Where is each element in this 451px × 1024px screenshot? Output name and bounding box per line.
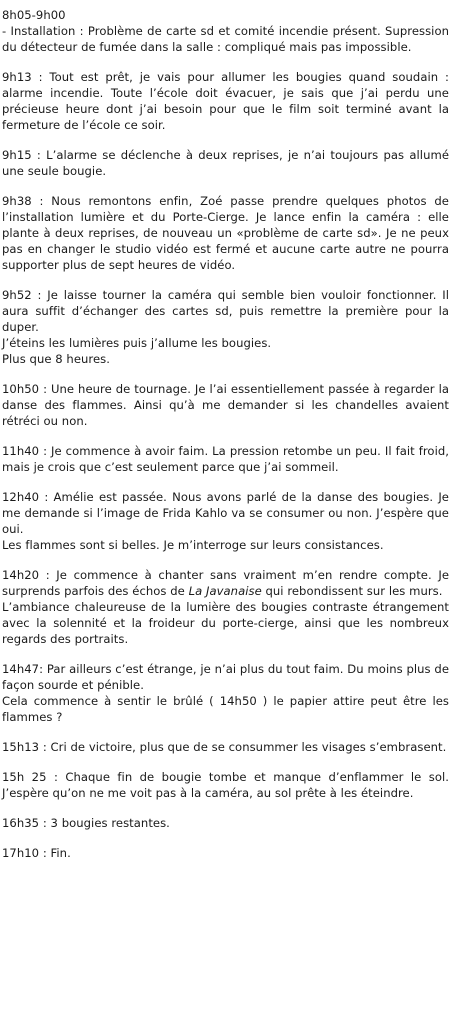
entry-text (2, 567, 449, 599)
entry-time-range: 8h05-9h00 (2, 8, 66, 22)
entry-text: - Installation : Problème de carte sd et comité incendie présent. Supression du détecteur de fumée dans la salle : compliqué mais pas impossible. (2, 24, 449, 54)
entry-0915 (2, 147, 449, 179)
entry-text-part: qui rebondissent sur les murs. (261, 584, 443, 598)
entry-text: 17h10 : Fin. (2, 846, 71, 860)
entry-1525 (2, 769, 449, 801)
entry-text: J’éteins les lumières puis j’allume les bougies. (2, 336, 272, 350)
entry-text: Les flammes sont si belles. Je m’interroge sur leurs consistances. (2, 538, 384, 552)
entry-1447 (2, 661, 449, 725)
entry-0938 (2, 193, 449, 273)
entry-text: L’ambiance chaleureuse de la lumière des bougies contraste étrangement avec la solennité et la froideur du porte-cierge, ainsi que les nombreux regards des portraits. (2, 600, 449, 646)
entry-1513 (2, 739, 449, 755)
entry-1050 (2, 381, 449, 429)
song-title: La Javanaise (188, 584, 262, 598)
entry-1140 (2, 443, 449, 475)
entry-text: Cela commence à sentir le brûlé ( 14h50 ) le papier attire peut être les flammes ? (2, 694, 449, 724)
entry-text: 14h47: Par ailleurs c’est étrange, je n’ai plus du tout faim. Du moins plus de façon sourde et pénible. (2, 662, 449, 692)
entry-1710 (2, 845, 449, 861)
entry-0952 (2, 287, 449, 367)
entry-text: 10h50 : Une heure de tournage. Je l’ai essentiellement passée à regarder la danse des flammes. Ainsi qu’à me demander si les chandelles avaient rétréci ou non. (2, 382, 449, 428)
entry-text: 9h38 : Nous remontons enfin, Zoé passe prendre quelques photos de l’installation lumière et du Porte-Cierge. Je lance enfin la caméra : elle plante à deux reprises, de nouveau un «problème de carte sd». Je ne peux pas en changer le studio vidéo est fermé et aucune carte autre ne pourra supporter plus de sept heures de vidéo. (2, 194, 449, 272)
entry-text: 11h40 : Je commence à avoir faim. La pression retombe un peu. Il fait froid, mais je crois que c’est seulement parce que j’ai sommeil. (2, 444, 449, 474)
entry-text: 15h 25 : Chaque fin de bougie tombe et manque d’enflammer le sol. J’espère qu’on ne me voit pas à la caméra, au sol prête à les éteindre. (2, 770, 449, 800)
journal-document (2, 7, 449, 875)
entry-1635 (2, 815, 449, 831)
entry-text-part: 14h20 : Je commence à chanter sans vraiment m’en rendre compte. Je surprends parfois des échos de (2, 568, 449, 598)
entry-text: 9h52 : Je laisse tourner la caméra qui semble bien vouloir fonctionner. Il aura suffit d’échanger des cartes sd, puis remettre la première pour la duper. (2, 288, 449, 334)
entry-text: Plus que 8 heures. (2, 352, 110, 366)
entry-1420 (2, 567, 449, 647)
entry-text: 15h13 : Cri de victoire, plus que de se consummer les visages s’embrasent. (2, 740, 447, 754)
entry-text: 16h35 : 3 bougies restantes. (2, 816, 170, 830)
entry-1240 (2, 489, 449, 553)
entry-0805 (2, 7, 449, 55)
entry-text: 9h13 : Tout est prêt, je vais pour allumer les bougies quand soudain : alarme incendie. Toute l’école doit évacuer, je sais que j’ai perdu une précieuse heure dont j’ai besoin pour que le film soit terminé avant la fermeture de l’école ce soir. (2, 70, 449, 132)
entry-text: 9h15 : L’alarme se déclenche à deux reprises, je n’ai toujours pas allumé une seule bougie. (2, 148, 449, 178)
entry-0913 (2, 69, 449, 133)
entry-text: 12h40 : Amélie est passée. Nous avons parlé de la danse des bougies. Je me demande si l’image de Frida Kahlo va se consumer ou non. J’espère que oui. (2, 490, 449, 536)
